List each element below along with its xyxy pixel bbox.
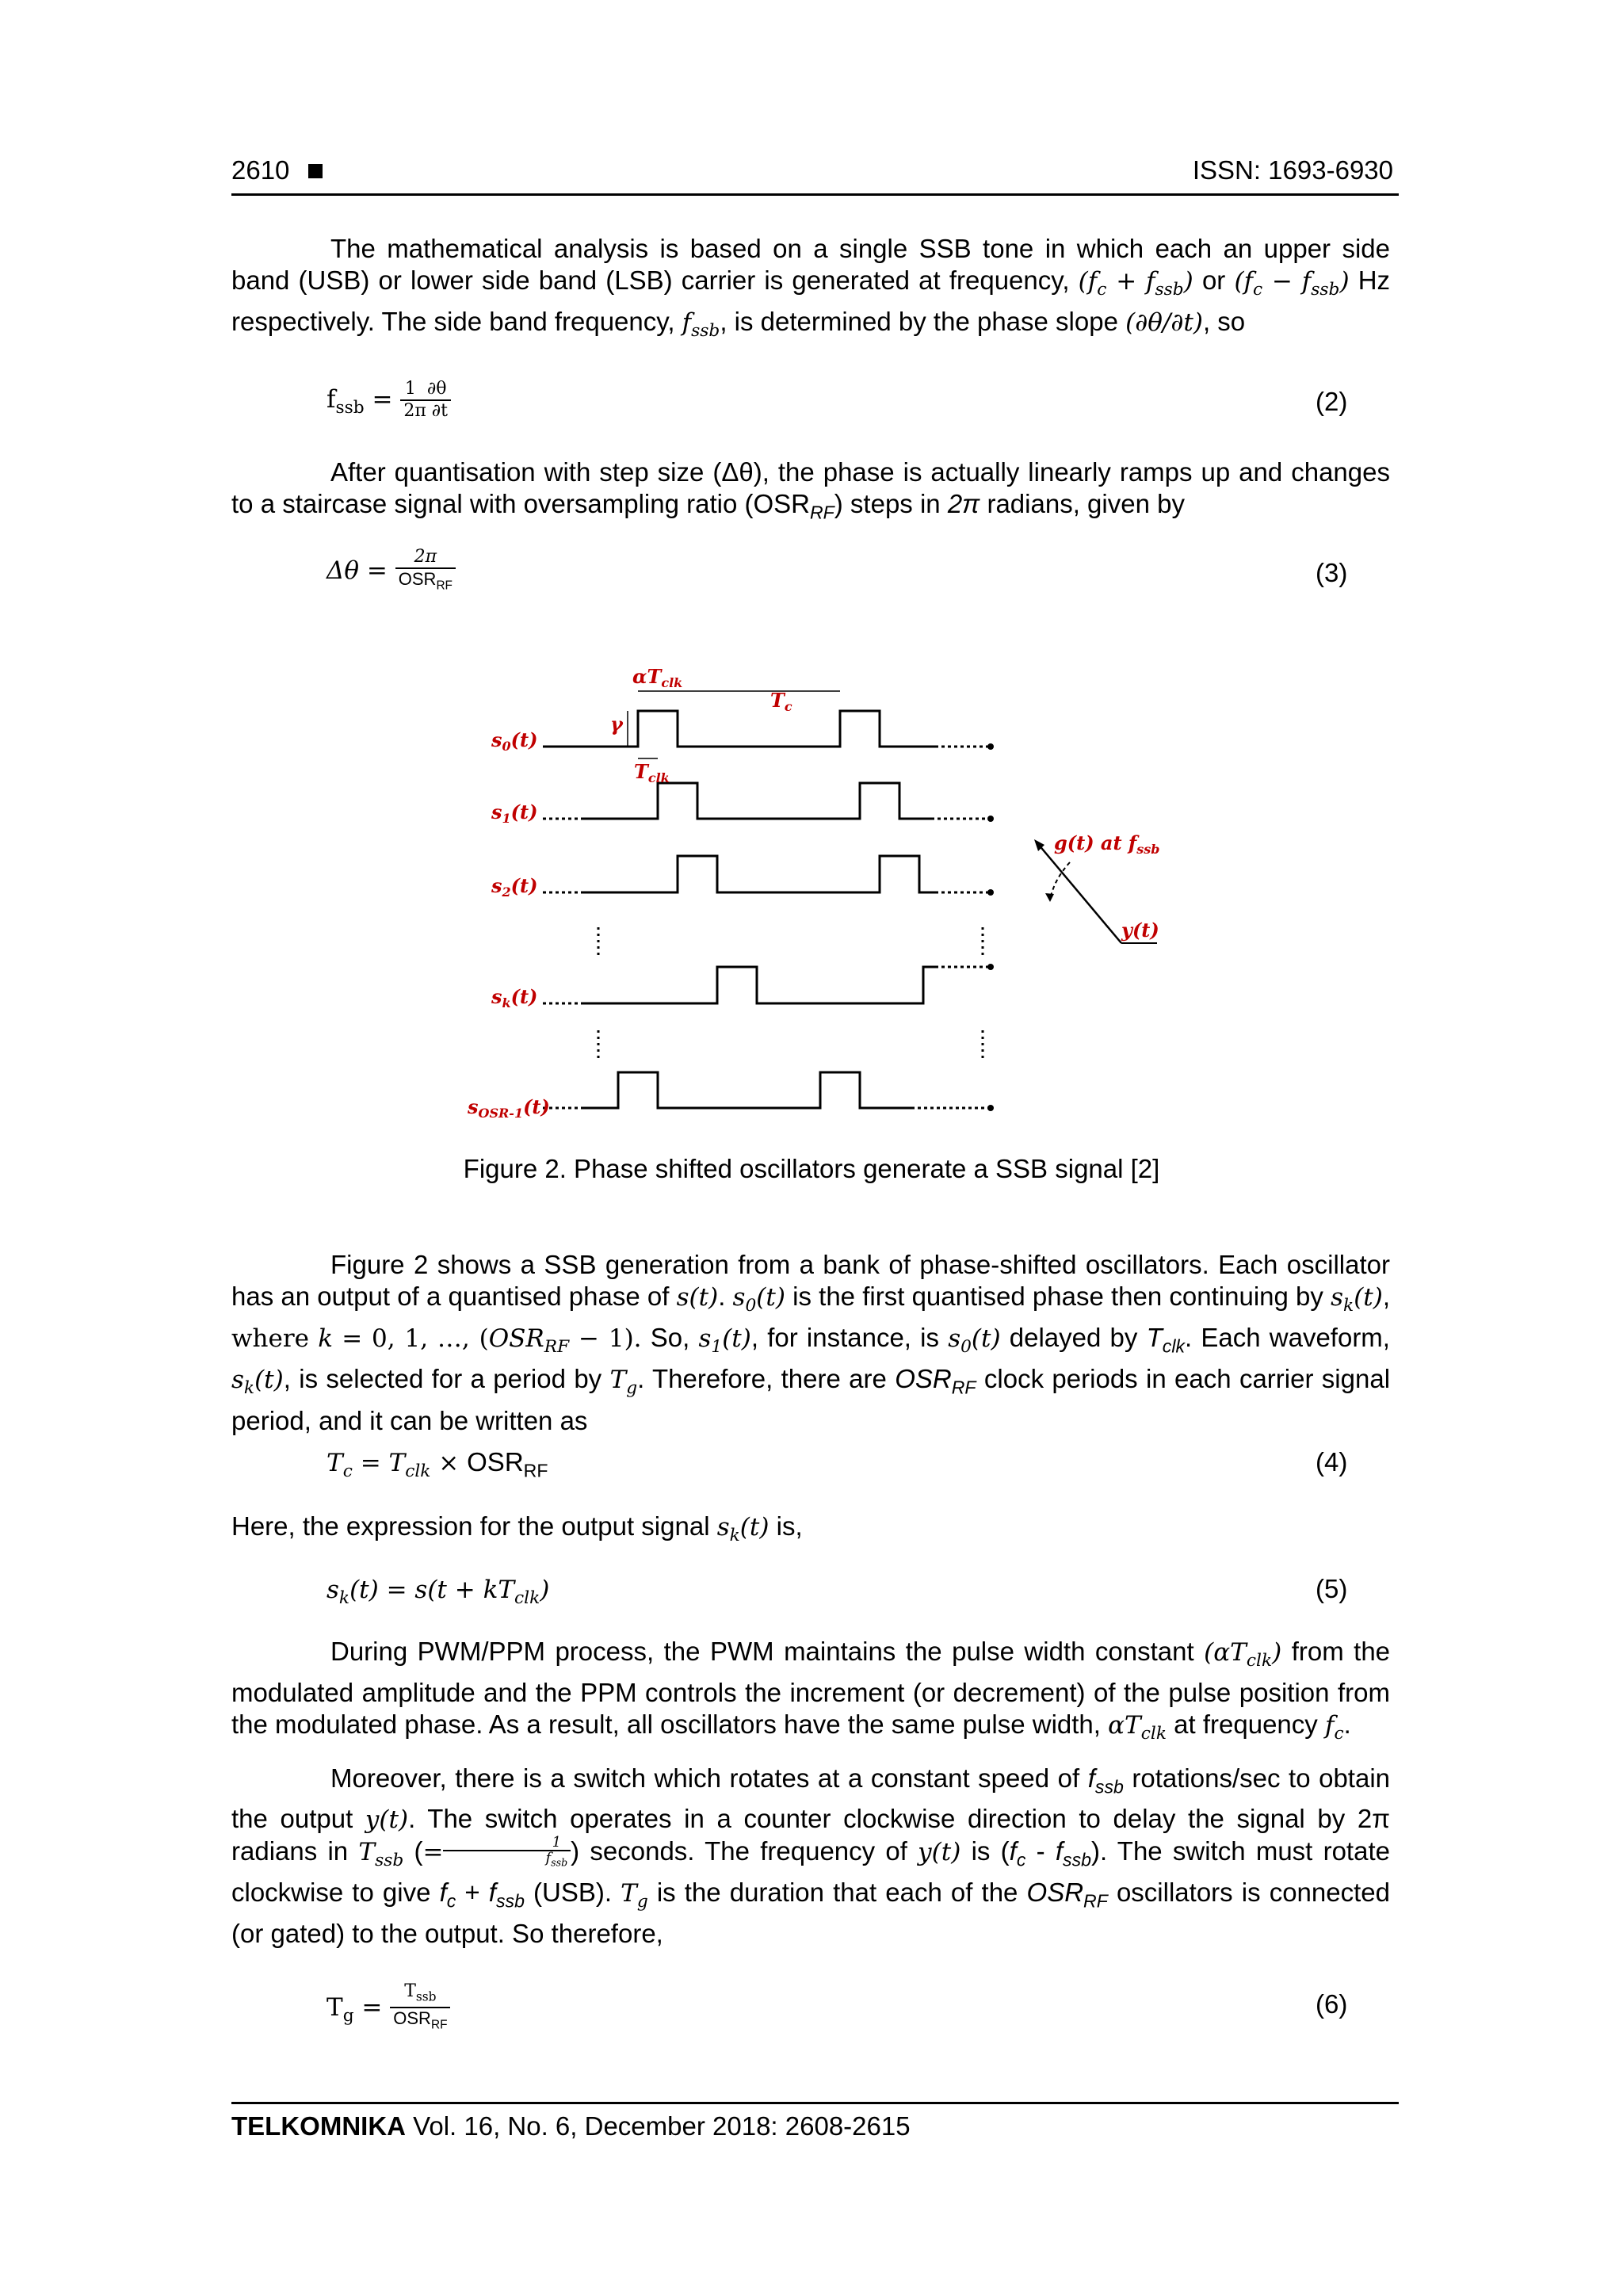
equation-6-number: (6)	[1316, 1989, 1348, 2019]
figure-2-caption: Figure 2. Phase shifted oscillators generate a SSB signal [2]	[463, 1154, 1160, 1183]
page-number: 2610	[231, 155, 323, 185]
label-y: y(t)	[1121, 919, 1159, 942]
equation-6: $T_g$ = $\frac{T_{ssb}}{OSR_{RF}}$	[327, 1981, 450, 2036]
label-s1: $s_1(t)$	[491, 800, 538, 826]
label-sosr: $s_{OSR-1}(t)$	[468, 1095, 550, 1121]
figure-2-diagram	[444, 658, 1236, 1133]
paragraph-2: After quantisation with step size (Δθ), the phase is actually linearly ramps up and changes to a staircase signal with oversampling ratio $(OSR_{RF})$ steps in 2π radians, given by	[231, 457, 1390, 523]
label-s0: $s_0(t)$	[491, 728, 538, 754]
equation-4: $T_c = T_{clk} \times OSR_{RF}$	[327, 1447, 548, 1482]
journal-name: TELKOMNIKA	[231, 2111, 406, 2141]
issn: ISSN: 1693-6930	[1192, 155, 1393, 185]
square-bullet-icon	[308, 164, 323, 178]
label-alpha-tclk: $\alpha T_{clk}$	[632, 665, 683, 690]
equation-5-number: (5)	[1316, 1574, 1348, 1603]
header-rule	[231, 193, 1399, 196]
sosr-waveform	[582, 1072, 911, 1108]
equation-4-number: (4)	[1316, 1447, 1348, 1477]
equation-2: $f_{ssb}$ = $\frac{1 \partial\theta}{2\pi \partial t}$	[327, 379, 451, 422]
label-s2: $s_2(t)$	[491, 874, 538, 900]
label-gamma: γ	[610, 712, 623, 735]
s1-waveform	[582, 783, 931, 819]
paragraph-4: Here, the expression for the output signal $s_k(t)$ is,	[231, 1511, 803, 1546]
label-tc: $T_c$	[770, 689, 792, 714]
s0-waveform	[543, 711, 935, 747]
paragraph-6: Moreover, there is a switch which rotates at a constant speed of $f_{ssb}$ rotations/sec to obtain the output y(t). The switch operates in a counter clockwise direction to delay the signal by 2π radians in $T_{ssb}$ (= $\frac{1}{f_{ssb}}$ ) seconds. The frequency of y(t) is $(f_c - f_{ssb})$. The switch must rotate clockwise to give $f_c + f_{ssb}$ (USB). $T_g$ is the duration that each of the $OSR_{RF}$ oscillators is connected (or gated) to the output. So therefore,	[231, 1763, 1391, 1948]
equation-5: $s_k(t) = s(t + kT_{clk})$	[327, 1576, 550, 1609]
label-g-at-fssb: g(t) at $f_{ssb}$	[1054, 831, 1160, 857]
footer	[231, 2111, 911, 2141]
label-sk: $s_k(t)$	[491, 985, 538, 1010]
footer-rule	[231, 2102, 1399, 2104]
sk-waveform	[582, 967, 935, 1003]
equation-2-number: (2)	[1316, 387, 1348, 416]
equation-3-number: (3)	[1316, 558, 1348, 587]
paragraph-1: The mathematical analysis is based on a single SSB tone in which each an upper side band (USB) or lower side band (LSB) carrier is generated at frequency, $(f_c + f_{ssb})$ or $(f_c - f_{ssb})$ Hz respectively. The side band frequency, $f_{ssb}$, is determined by the phase slope (∂θ/∂t), so	[231, 234, 1391, 342]
journal-details: Vol. 16, No. 6, December 2018: 2608-2615	[413, 2111, 911, 2141]
label-tclk: $T_{clk}$	[634, 760, 670, 785]
s2-waveform	[582, 856, 935, 892]
paragraph-3: Figure 2 shows a SSB generation from a bank of phase-shifted oscillators. Each oscillator has an output of a quantised phase of s(t). $s_0(t)$ is the first quantised phase then continuing by $s_k(t)$, where k = 0, 1, …, $(OSR_{RF} - 1)$. So, $s_1(t)$, for instance, is $s_0(t)$ delayed by $T_{clk}$. Each waveform, $s_k(t)$, is selected for a period by $T_g$. Therefore, there are $OSR_{RF}$ clock periods in each carrier signal period, and it can be written as	[231, 1250, 1391, 1435]
paragraph-5: During PWM/PPM process, the PWM maintains the pulse width constant $(\alpha T_{clk})$ from the modulated amplitude and the PPM controls the increment (or decrement) of the pulse position from the modulated phase. As a result, all oscillators have the same pulse width, $\alpha T_{clk}$ at frequency $f_c$.	[231, 1637, 1391, 1744]
equation-3: Δθ = $\frac{2\pi}{OSR_{RF}}$	[327, 547, 456, 596]
